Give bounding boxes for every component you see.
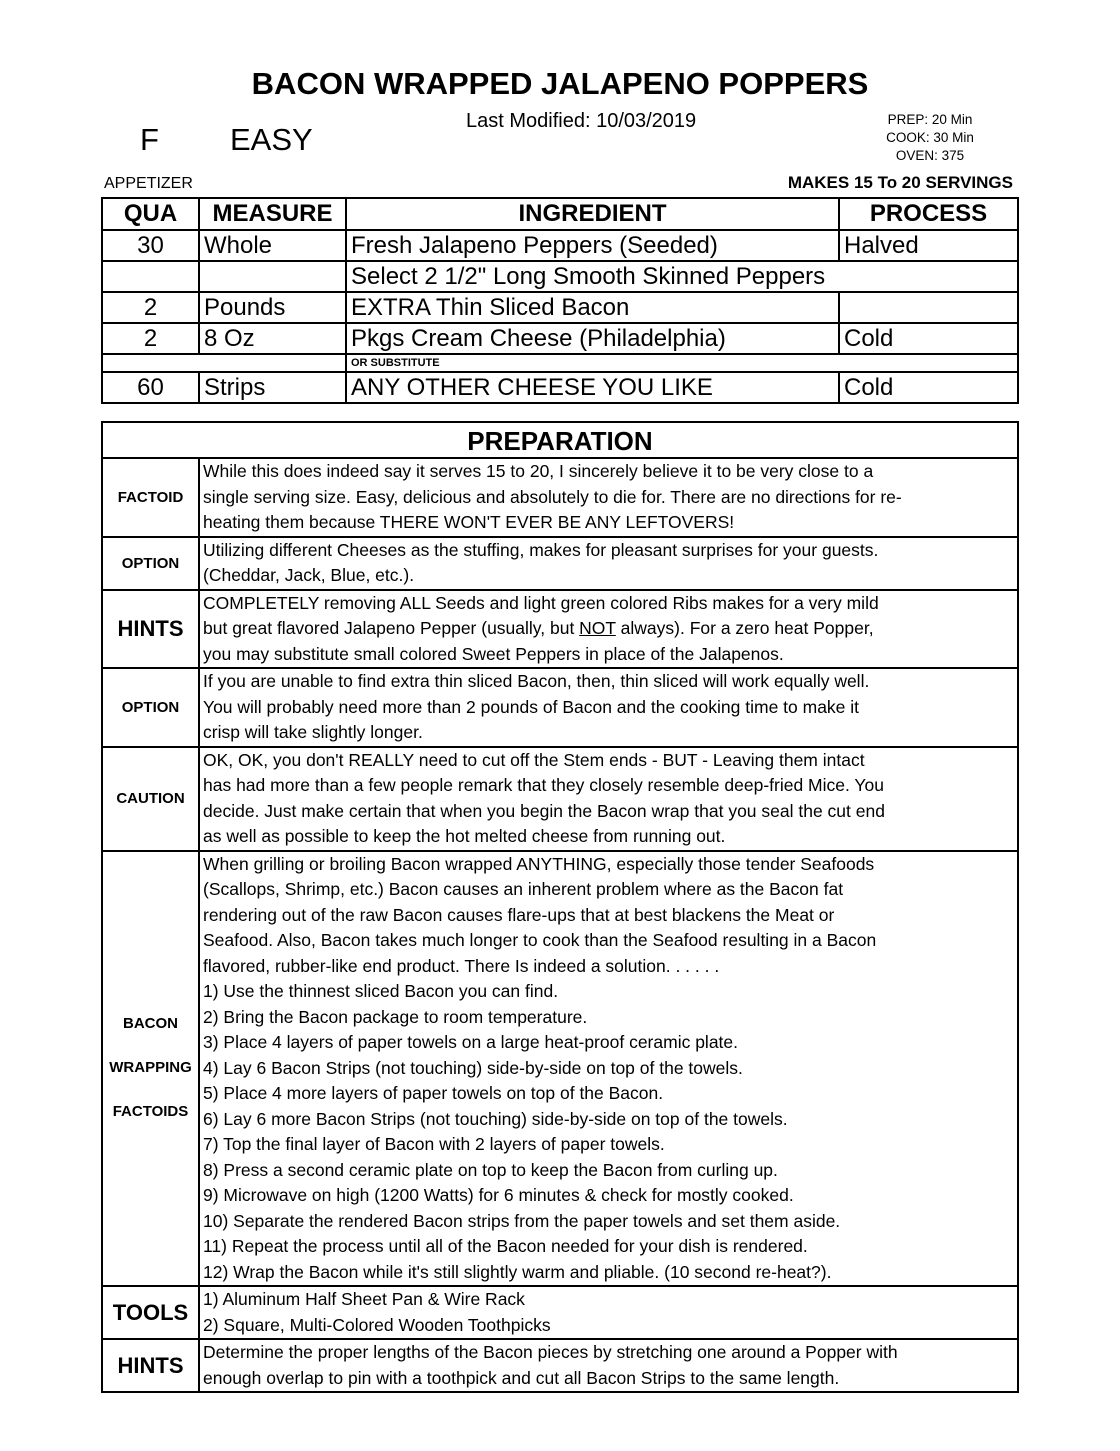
prep-row-factoid — [103, 459, 1017, 538]
ingredients-header-row — [103, 199, 1017, 231]
ingredient-qua — [103, 262, 200, 291]
preparation-table — [101, 421, 1019, 1393]
ingredient-process: Halved — [844, 232, 919, 259]
prep-time: PREP: 20 Min — [887, 112, 973, 127]
prep-text — [200, 852, 1017, 1286]
text-line: single serving size. Easy, delicious and absolutely to die for. There are no directions for re- — [203, 486, 902, 507]
ingredient-process: Cold — [844, 325, 894, 352]
text-line: you may substitute small colored Sweet Peppers in place of the Jalapenos. — [203, 643, 784, 664]
ingredient-name: Pkgs Cream Cheese (Philadelphia) — [347, 324, 840, 353]
ingredient-process — [840, 293, 1017, 322]
prep-label: HINTS — [103, 591, 200, 668]
prep-row-caution — [103, 748, 1017, 852]
prep-label: FACTOID — [103, 459, 200, 536]
substitute-note: OR SUBSTITUTE — [351, 357, 440, 369]
servings-label: MAKES 15 To 20 SERVINGS — [787, 173, 1013, 192]
ingredient-process: Cold — [844, 374, 894, 401]
prep-row-tools — [103, 1287, 1017, 1340]
label-line: BACON — [123, 1015, 178, 1033]
prep-text — [200, 538, 1017, 589]
text-line: as well as possible to keep the hot melted cheese from running out. — [203, 826, 726, 846]
text-line — [203, 616, 1017, 642]
ingredient-qua: 30 — [103, 231, 200, 260]
ingredient-process — [840, 262, 1017, 291]
text-line: While this does indeed say it serves 15 to 20, I sincerely believe it to be very close to a — [203, 461, 874, 481]
prep-label: TOOLS — [103, 1287, 200, 1338]
prep-text — [200, 459, 1017, 536]
step-line: 6) Lay 6 more Bacon Strips (not touching) side-by-side on top of the towels. — [203, 1108, 788, 1129]
text-line: Seafood. Also, Bacon takes much longer to cook than the Seafood resulting in a Bacon — [203, 930, 877, 950]
prep-label: HINTS — [103, 1340, 200, 1391]
cook-time: COOK: 30 Min — [886, 130, 974, 145]
label-line: FACTOIDS — [112, 1103, 189, 1121]
difficulty-label: EASY — [230, 122, 313, 157]
prep-label: OPTION — [103, 538, 200, 589]
ingredient-row — [103, 262, 1017, 293]
step-line: 5) Place 4 more layers of paper towels on top of the Bacon. — [203, 1083, 664, 1103]
prep-row-hints — [103, 1340, 1017, 1391]
ingredient-name: EXTRA Thin Sliced Bacon — [347, 293, 840, 322]
ingredient-qua: 60 — [103, 373, 200, 402]
underlined-text: NOT — [579, 618, 616, 638]
step-line: 10) Separate the rendered Bacon strips from the paper towels and set them aside. — [203, 1210, 841, 1231]
text-line: You will probably need more than 2 pounds of Bacon and the cooking time to make it — [203, 696, 860, 717]
prep-text — [200, 591, 1017, 668]
ingredient-measure: Strips — [200, 373, 347, 402]
text-line: When grilling or broiling Bacon wrapped ANYTHING, especially those tender Seafoods — [203, 853, 875, 874]
step-line: 7) Top the final layer of Bacon with 2 layers of paper towels. — [203, 1134, 665, 1154]
prep-row-option — [103, 538, 1017, 591]
step-line: 2) Bring the Bacon package to room temperature. — [203, 1006, 588, 1027]
prep-label — [103, 852, 200, 1286]
label-line: WRAPPING — [109, 1059, 192, 1077]
prep-text — [200, 1340, 1017, 1391]
text-line: If you are unable to find extra thin sliced Bacon, then, thin sliced will work equally well. — [203, 671, 870, 691]
prep-text — [200, 748, 1017, 850]
step-line: 12) Wrap the Bacon while it's still slightly warm and pliable. (10 second re-heat?). — [203, 1261, 832, 1282]
last-modified: Last Modified: 10/03/2019 — [466, 110, 697, 132]
prep-label: OPTION — [103, 669, 200, 746]
text-line: Utilizing different Cheeses as the stuffing, makes for pleasant surprises for your guests. — [203, 539, 879, 560]
category-label: APPETIZER — [104, 175, 193, 192]
text-line: (Scallops, Shrimp, etc.) Bacon causes an inherent problem where as the Bacon fat — [203, 879, 844, 899]
ingredient-name: ANY OTHER CHEESE YOU LIKE — [347, 373, 840, 402]
text-line: has had more than a few people remark that they closely resemble deep-fried Mice. You — [203, 775, 884, 795]
ingredient-row — [103, 324, 1017, 355]
ingredient-measure: Whole — [200, 231, 347, 260]
ingredient-measure — [200, 355, 347, 371]
text-line: Determine the proper lengths of the Bacon pieces by stretching one around a Popper with — [203, 1342, 898, 1362]
prep-row-option — [103, 669, 1017, 748]
step-line: 11) Repeat the process until all of the Bacon needed for your dish is rendered. — [203, 1236, 808, 1256]
prep-row-hints — [103, 591, 1017, 670]
text-segment: but great flavored Jalapeno Pepper (usually, but — [203, 618, 580, 638]
ingredient-process — [840, 355, 1017, 371]
ingredient-row — [103, 373, 1017, 402]
step-line: 3) Place 4 layers of paper towels on a large heat-proof ceramic plate. — [203, 1032, 739, 1052]
ingredient-qua: 2 — [103, 324, 200, 353]
ingredient-row — [103, 355, 1017, 373]
ingredient-row — [103, 231, 1017, 262]
header-measure: MEASURE — [200, 199, 347, 229]
text-line: OK, OK, you don't REALLY need to cut off the Stem ends - BUT - Leaving them intact — [203, 749, 865, 770]
ingredient-measure: Pounds — [200, 293, 347, 322]
ingredient-name: Select 2 1/2" Long Smooth Skinned Peppers — [351, 263, 826, 290]
ingredient-qua — [103, 355, 200, 371]
step-line: 4) Lay 6 Bacon Strips (not touching) side-by-side on top of the towels. — [203, 1057, 743, 1078]
ingredient-name: Fresh Jalapeno Peppers (Seeded) — [347, 231, 840, 260]
ingredient-measure: 8 Oz — [200, 324, 347, 353]
text-line: heating them because THERE WON'T EVER BE ANY LEFTOVERS! — [203, 512, 735, 532]
ingredient-measure — [200, 262, 347, 291]
preparation-title: PREPARATION — [103, 423, 1017, 459]
text-line: 1) Aluminum Half Sheet Pan & Wire Rack — [203, 1289, 525, 1309]
oven-temp: OVEN: 375 — [895, 148, 965, 163]
text-line: (Cheddar, Jack, Blue, etc.). — [203, 565, 415, 585]
ingredient-qua: 2 — [103, 293, 200, 322]
step-line: 1) Use the thinnest sliced Bacon you can find. — [203, 981, 559, 1001]
text-line: COMPLETELY removing ALL Seeds and light green colored Ribs makes for a very mild — [203, 592, 879, 613]
recipe-title: BACON WRAPPED JALAPENO POPPERS — [251, 66, 869, 101]
time-info — [860, 111, 1000, 165]
header-qua: QUA — [103, 199, 200, 229]
prep-label: CAUTION — [103, 748, 200, 850]
header-ingredient: INGREDIENT — [347, 199, 840, 229]
ingredient-row — [103, 293, 1017, 324]
text-line: enough overlap to pin with a toothpick and cut all Bacon Strips to the same length. — [203, 1367, 840, 1388]
header-process: PROCESS — [869, 200, 988, 227]
step-line: 9) Microwave on high (1200 Watts) for 6 minutes & check for mostly cooked. — [203, 1185, 794, 1205]
prep-text — [200, 669, 1017, 746]
text-segment: always). For a zero heat Popper, — [615, 618, 874, 638]
text-line: crisp will take slightly longer. — [203, 722, 423, 742]
prep-row-bacon-factoids — [103, 852, 1017, 1288]
text-line: rendering out of the raw Bacon causes flare-ups that at best blackens the Meat or — [203, 904, 835, 925]
prep-text — [200, 1287, 1017, 1338]
ingredients-table — [101, 197, 1019, 404]
step-line: 8) Press a second ceramic plate on top to keep the Bacon from curling up. — [203, 1159, 778, 1180]
recipe-letter: F — [140, 122, 159, 157]
text-line: decide. Just make certain that when you begin the Bacon wrap that you seal the cut end — [203, 800, 885, 821]
text-line: flavored, rubber-like end product. There Is indeed a solution. . . . . . — [203, 955, 720, 976]
text-line: 2) Square, Multi-Colored Wooden Toothpicks — [203, 1314, 551, 1335]
